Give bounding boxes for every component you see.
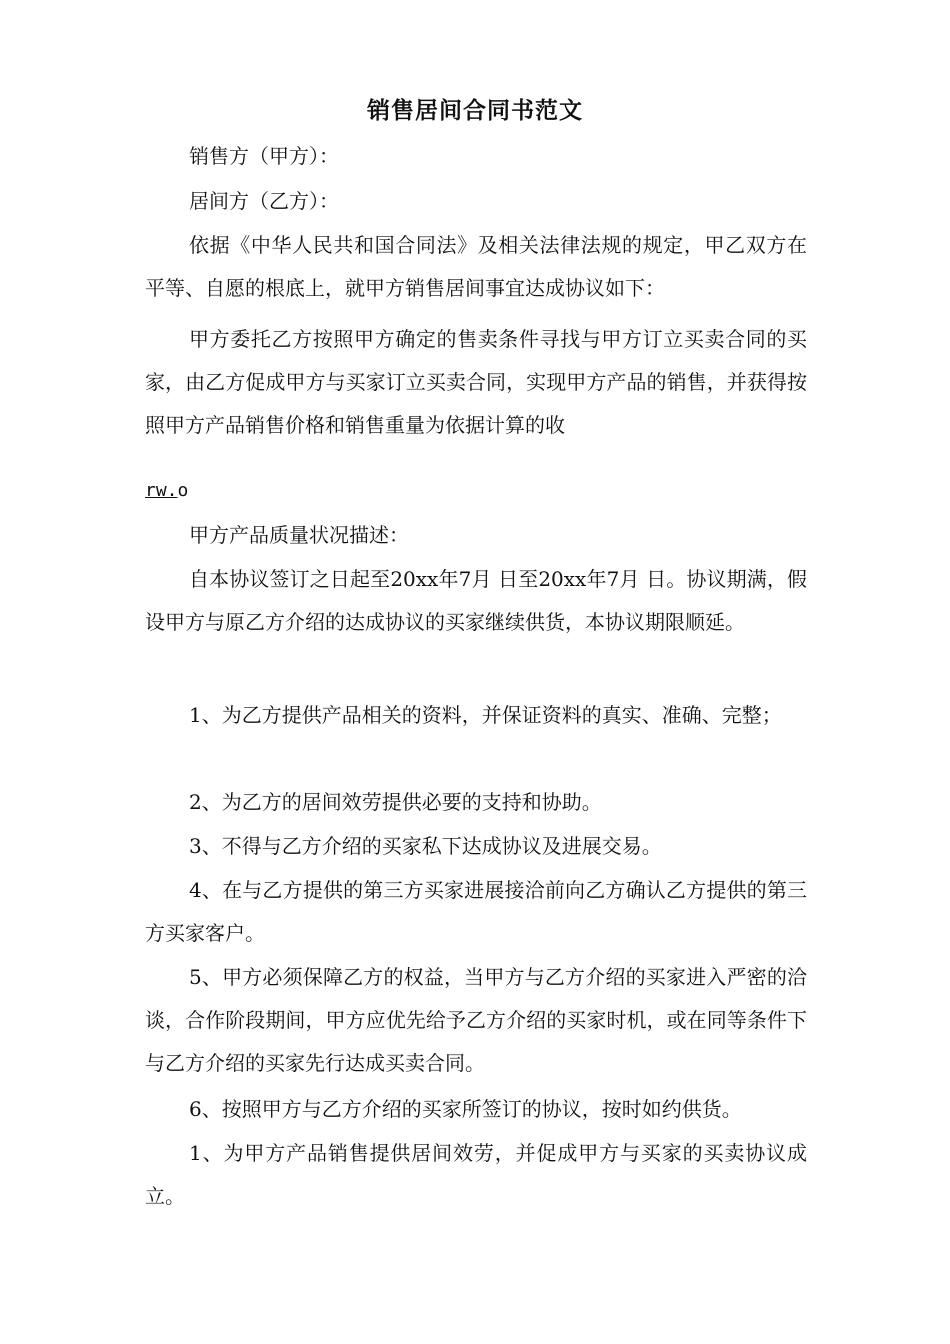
- party-a-duty-4: 4、在与乙方提供的第三方买家进展接洽前向乙方确认乙方提供的第三方买家客户。: [145, 878, 807, 945]
- ocr-fragment-underlined: rw.: [145, 480, 178, 501]
- party-b-duty-1: 1、为甲方产品销售提供居间效劳，并促成甲方与买家的买卖协议成立。: [145, 1141, 807, 1208]
- term-paragraph: 自本协议签订之日起至20xx年7月 日至20xx年7月 日。协议期满，假设甲方与原乙方介绍的达成协议的买家继续供货，本协议期限顺延。: [145, 567, 807, 634]
- ocr-fragment-tail: o: [177, 480, 189, 501]
- ocr-fragment: [145, 476, 188, 506]
- party-a-duty-6: 6、按照甲方与乙方介绍的买家所签订的协议，按时如约供货。: [189, 1097, 742, 1121]
- party-a-duty-5: 5、甲方必须保障乙方的权益，当甲方与乙方介绍的买家进入严密的洽谈，合作阶段期间，甲方应优先给予乙方介绍的买家时机，或在同等条件下与乙方介绍的买家先行达成买卖合同。: [145, 965, 807, 1075]
- intermediary-party-line: 居间方（乙方）：: [189, 189, 339, 213]
- entrustment-paragraph: 甲方委托乙方按照甲方确定的售卖条件寻找与甲方订立买卖合同的买家，由乙方促成甲方与买家订立买卖合同，实现甲方产品的销售，并获得按照甲方产品销售价格和销售重量为依据计算的收: [145, 327, 807, 437]
- party-a-duty-2: 2、为乙方的居间效劳提供必要的支持和协助。: [189, 790, 602, 814]
- preamble-paragraph: 依据《中华人民共和国合同法》及相关法律法规的规定，甲乙双方在平等、自愿的根底上，就甲方销售居间事宜达成协议如下：: [145, 233, 807, 300]
- party-a-duty-1: 1、为乙方提供产品相关的资料，并保证资料的真实、准确、完整；: [189, 703, 782, 727]
- party-a-duty-3: 3、不得与乙方介绍的买家私下达成协议及进展交易。: [189, 834, 662, 858]
- document-title: 销售居间合同书范文: [367, 97, 583, 124]
- seller-party-line: 销售方（甲方）：: [189, 144, 339, 168]
- quality-description-label: 甲方产品质量状况描述：: [189, 523, 409, 547]
